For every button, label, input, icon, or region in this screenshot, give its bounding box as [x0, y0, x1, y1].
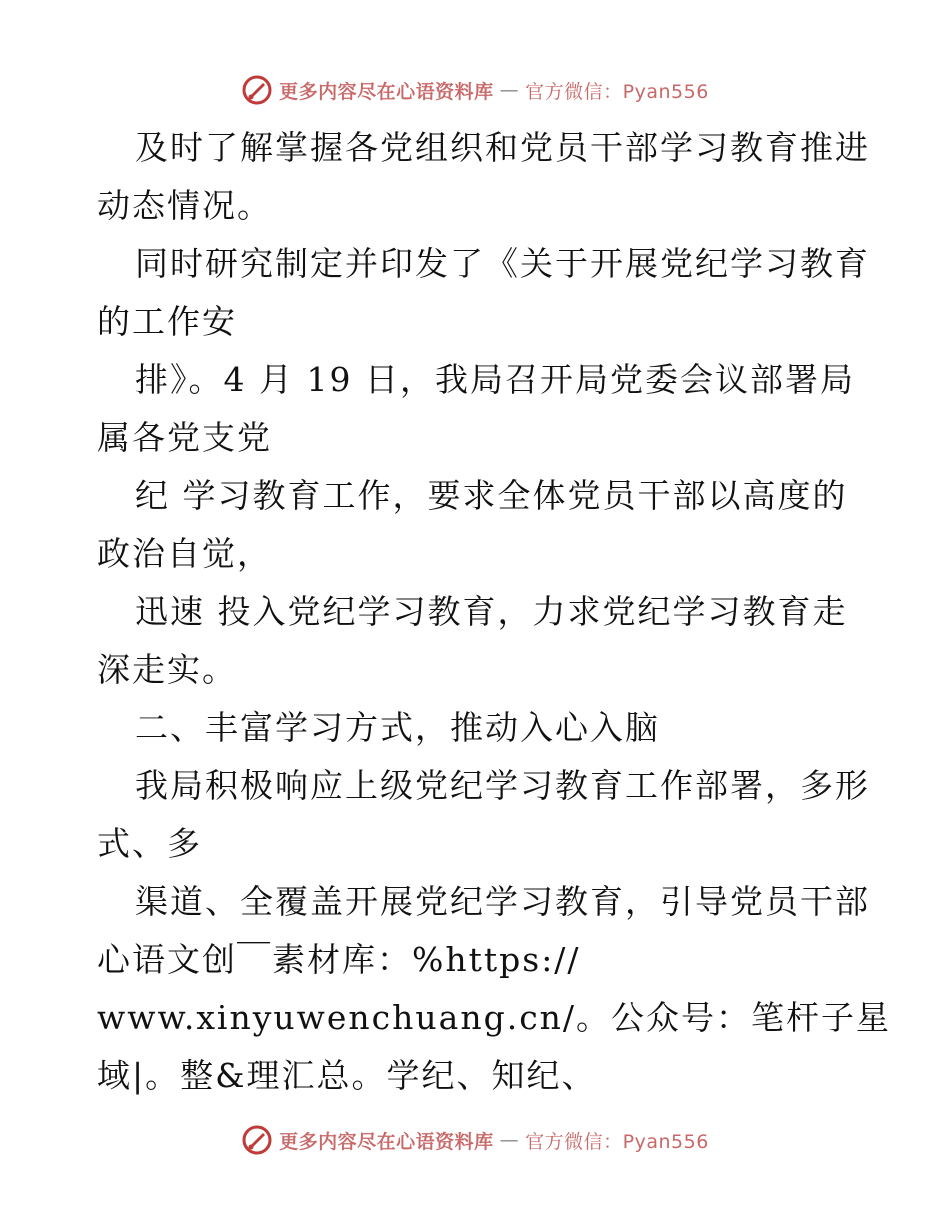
body-line: 动态情况。	[97, 186, 272, 225]
body-line: 的工作安	[97, 302, 237, 341]
body-line: 域|。整&理汇总。学纪、知纪、	[97, 1056, 597, 1095]
banner-brand-text: 更多内容尽在心语资料库	[279, 80, 494, 103]
body-line: 我局积极响应上级党纪学习教育工作部署，多形	[135, 766, 870, 805]
body-line: 同时研究制定并印发了《关于开展党纪学习教育	[135, 244, 870, 283]
body-line: 式、多	[97, 824, 202, 863]
footer-banner	[0, 1120, 950, 1160]
banner-wechat-text: 官方微信：Pyan556	[525, 80, 709, 103]
brush-ink-logo-icon	[241, 74, 273, 106]
body-line: www.xinyuwenchuang.cn/。公众号：笔杆子星	[97, 998, 892, 1037]
body-line: 迅速 投入党纪学习教育，力求党纪学习教育走	[135, 592, 848, 631]
body-line: 纪 学习教育工作，要求全体党员干部以高度的	[135, 476, 848, 515]
body-line: 深走实。	[97, 650, 237, 689]
body-line: 排》。4 月 19 日，我局召开局党委会议部署局	[135, 360, 855, 399]
brush-ink-logo-icon	[241, 1124, 273, 1156]
body-line: 属各党支党	[97, 418, 272, 457]
body-line: 政治自觉，	[97, 534, 272, 573]
banner-wechat-text: 官方微信：Pyan556	[525, 1130, 709, 1153]
header-banner	[0, 70, 950, 110]
body-line: 心语文创￣素材库：%https://	[97, 940, 581, 979]
body-line: 及时了解掌握各党组织和党员干部学习教育推进	[135, 128, 870, 167]
body-line: 渠道、全覆盖开展党纪学习教育，引导党员干部	[135, 882, 870, 921]
banner-separator: —	[499, 1129, 520, 1151]
banner-brand-text: 更多内容尽在心语资料库	[279, 1130, 494, 1153]
section-heading: 二、丰富学习方式，推动入心入脑	[135, 708, 660, 747]
banner-separator: —	[499, 79, 520, 101]
